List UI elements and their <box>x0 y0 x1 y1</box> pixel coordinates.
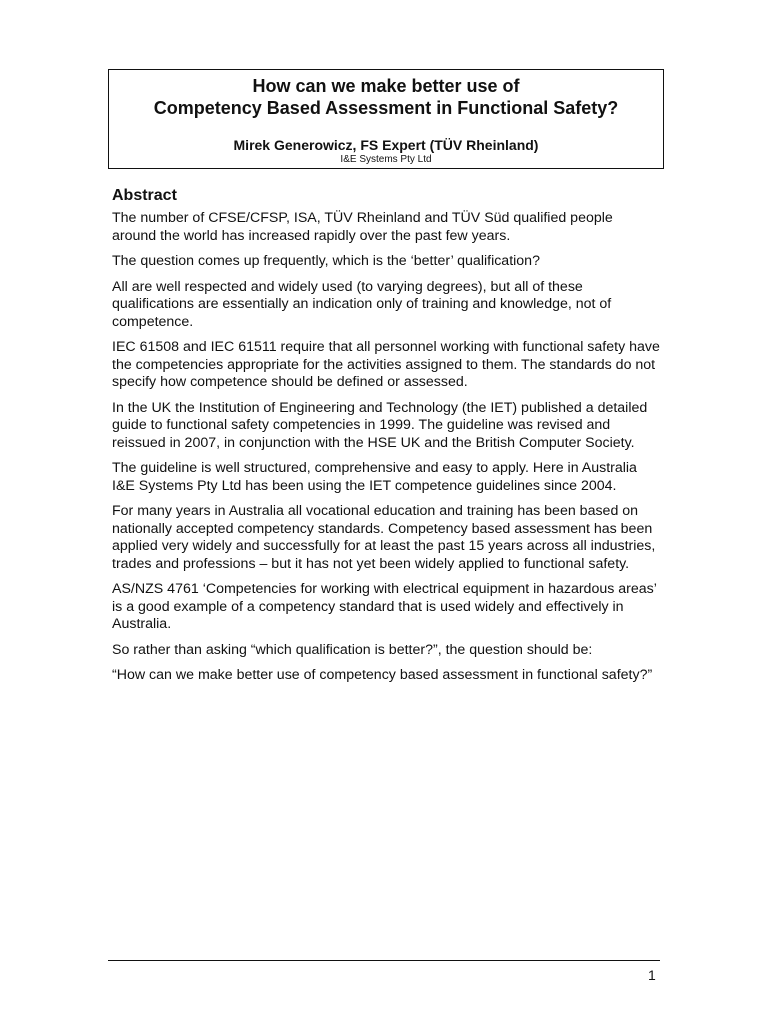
abstract-paragraph: IEC 61508 and IEC 61511 require that all personnel working with functional safety have the competencies appropriate for the activities assigned to them. The standards do not specify how competence should be defined or assessed. <box>112 339 660 390</box>
title-line-2: Competency Based Assessment in Functional Safety? <box>153 98 619 118</box>
abstract-paragraph: For many years in Australia all vocational education and training has been based on nationally accepted competency standards. Competency based assessment has been applied very widely and successfully for at least the past 15 years across all industries, trades and professions – but it has not yet been widely applied to functional safety. <box>112 503 656 572</box>
abstract-paragraph: The number of CFSE/CFSP, ISA, TÜV Rheinland and TÜV Süd qualified people around the world has increased rapidly over the past few years. <box>112 210 613 244</box>
abstract-paragraph: In the UK the Institution of Engineering and Technology (the IET) published a detailed guide to functional safety competencies in 1999. The guideline was revised and reissued in 2007, in conjunction with the HSE UK and the British Computer Society. <box>112 399 648 451</box>
author: Mirek Generowicz, FS Expert (TÜV Rheinland) <box>233 137 539 153</box>
abstract-paragraph: The guideline is well structured, comprehensive and easy to apply. Here in Australia I&E Systems Pty Ltd has been using the IET competence guidelines since 2004. <box>112 460 637 494</box>
abstract-paragraph: The question comes up frequently, which is the ‘better’ qualification? <box>112 253 540 269</box>
abstract-paragraph: So rather than asking “which qualification is better?”, the question should be: <box>112 641 593 658</box>
page-number: 1 <box>648 967 656 983</box>
footer-divider <box>108 960 660 961</box>
title-line-1: How can we make better use of <box>252 76 520 96</box>
title-block <box>108 69 664 169</box>
abstract-heading: Abstract <box>112 187 177 204</box>
abstract-paragraph: “How can we make better use of competency based assessment in functional safety?” <box>112 667 653 683</box>
affiliation: I&E Systems Pty Ltd <box>340 154 432 165</box>
abstract-paragraph: AS/NZS 4761 ‘Competencies for working with electrical equipment in hazardous areas’ is a good example of a competency standard that is used widely and effectively in Australia. <box>112 581 657 632</box>
abstract-paragraph: All are well respected and widely used (to varying degrees), but all of these qualifications are essentially an indication only of training and knowledge, not of competence. <box>112 278 612 330</box>
abstract-body <box>112 210 660 693</box>
